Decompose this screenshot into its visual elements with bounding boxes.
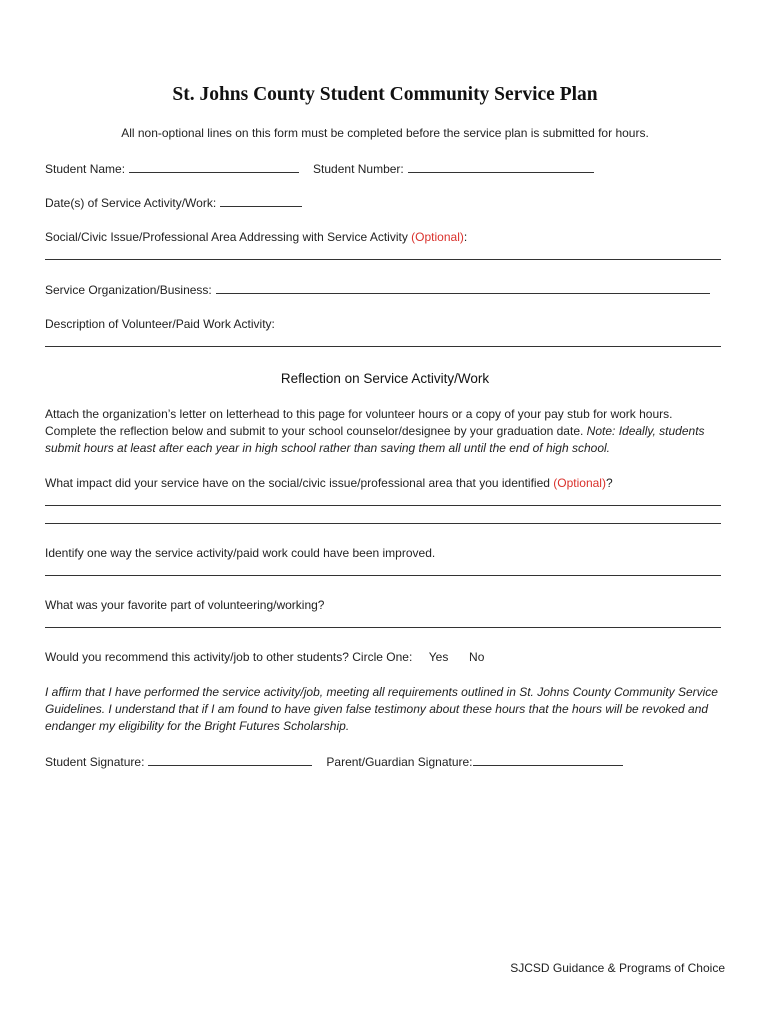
question-recommend-text: Would you recommend this activity/job to other students? Circle One: bbox=[45, 650, 413, 664]
student-name-row bbox=[45, 161, 594, 177]
question-impact bbox=[45, 476, 613, 491]
form-intro: All non-optional lines on this form must be completed before the service plan is submitted for hours. bbox=[121, 126, 649, 140]
instructions-line-1: Attach the organization’s letter on letterhead to this page for volunteer hours or a copy of your pay stub for work hours. bbox=[45, 407, 673, 421]
question-impact-text: What impact did your service have on the social/civic issue/professional area that you identified bbox=[45, 476, 550, 490]
dates-field[interactable] bbox=[220, 195, 302, 207]
improve-answer-line[interactable] bbox=[45, 575, 721, 576]
social-issue-label: Social/Civic Issue/Professional Area Addressing with Service Activity bbox=[45, 230, 408, 244]
student-signature-field[interactable] bbox=[148, 754, 312, 766]
organization-row bbox=[45, 282, 710, 298]
student-signature-label: Student Signature: bbox=[45, 755, 145, 769]
colon-mark: : bbox=[463, 230, 468, 244]
organization-label: Service Organization/Business: bbox=[45, 283, 212, 297]
question-improve: Identify one way the service activity/paid work could have been improved. bbox=[45, 546, 436, 560]
student-number-label: Student Number: bbox=[313, 162, 404, 176]
dates-row bbox=[45, 195, 302, 211]
affirmation-statement: I affirm that I have performed the service activity/job, meeting all requirements outlined in St. Johns County Community Service Guidelines. I understand that if I am found to have given false testimony about these hours that the hours will be revoked and endanger my eligibility for the Bright Futures Scholarship. bbox=[45, 685, 718, 733]
parent-signature-field[interactable] bbox=[473, 754, 623, 766]
circle-yes-option[interactable]: Yes bbox=[428, 650, 449, 664]
form-title: St. Johns County Student Community Service Plan bbox=[172, 84, 598, 105]
instructions-note-lead: Note: Ideally, bbox=[586, 424, 656, 438]
impact-answer-line-2[interactable] bbox=[45, 523, 721, 524]
student-name-field[interactable] bbox=[129, 161, 299, 173]
student-name-label: Student Name: bbox=[45, 162, 126, 176]
circle-no-option[interactable]: No bbox=[469, 650, 485, 664]
parent-signature-label: Parent/Guardian Signature: bbox=[326, 755, 473, 769]
reflection-instructions bbox=[45, 406, 725, 457]
favorite-answer-line[interactable] bbox=[45, 627, 721, 628]
description-field[interactable] bbox=[45, 346, 721, 347]
question-mark: ? bbox=[605, 476, 613, 490]
optional-tag: (Optional) bbox=[411, 230, 464, 244]
question-recommend bbox=[45, 650, 484, 665]
dates-label: Date(s) of Service Activity/Work: bbox=[45, 196, 217, 210]
impact-answer-line-1[interactable] bbox=[45, 505, 721, 506]
signatures-row bbox=[45, 754, 623, 770]
reflection-heading: Reflection on Service Activity/Work bbox=[280, 371, 490, 386]
social-issue-field[interactable] bbox=[45, 259, 721, 260]
page-footer: SJCSD Guidance & Programs of Choice bbox=[510, 961, 725, 975]
question-favorite: What was your favorite part of volunteering/working? bbox=[45, 598, 325, 612]
question-impact-optional: (Optional) bbox=[553, 476, 606, 490]
student-number-field[interactable] bbox=[408, 161, 594, 173]
organization-field[interactable] bbox=[216, 282, 710, 294]
description-label: Description of Volunteer/Paid Work Activity: bbox=[45, 317, 275, 331]
instructions-line-2: Complete the reflection below and submit to your school counselor/designee by your graduation date. bbox=[45, 424, 584, 438]
instructions-note: students submit hours at least after each year in high school rather than saving them all until the end of high school. bbox=[45, 424, 705, 455]
social-issue-row bbox=[45, 230, 467, 245]
